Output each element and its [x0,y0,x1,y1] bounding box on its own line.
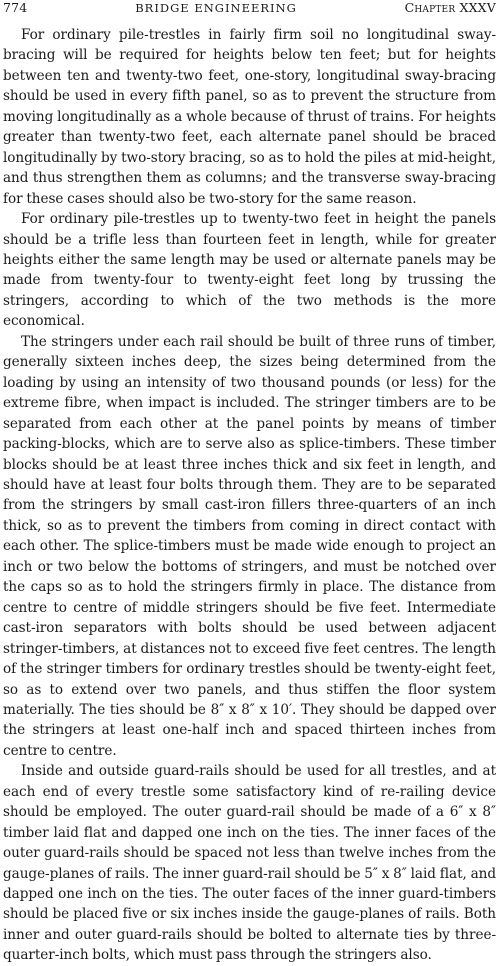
page-number: 774 [3,0,28,15]
running-title: BRIDGE ENGINEERING [135,1,297,15]
paragraph-panel-length: For ordinary pile-trestles up to twenty-two feet in height the panels should be a trifle less than fourteen feet in length, while for greater heights either the same length may be used or alternate panels may be made from twenty-four to twenty-eight feet long by trussing the stringers, according to which of the two methods is the more economical. [3,211,496,330]
paragraph-sway-bracing: For ordinary pile-trestles in fairly firm soil no longitudinal sway-bracing will be required for heights below ten feet; but for heights between ten and twenty-two feet, one-story, longitudinal sway-bracing should be used in every fifth panel, so as to prevent the structure from moving longitudinally as a whole because of thrust of trains. For heights greater than twenty-two feet, each alternate panel should be braced longitudinally by two-story bracing, so as to hold the piles at mid-height, and thus strengthen them as columns; and the transverse sway-bracing for these cases should also be two-story for the same reason. [3,27,496,207]
paragraph-guard-rails: Inside and outside guard-rails should be used for all trestles, and at each end of every trestle some satisfactory kind of re-railing device should be employed. The outer guard-rail should be made of a 6″ x 8″ timber laid flat and dapped one inch on the ties. The inner faces of the outer guard-rails should be spaced not less than twelve inches from the gauge-planes of rails. The inner guard-rail should be 5″ x 8″ laid flat, and dapped one inch on the ties. The outer faces of the inner guard-timbers should be placed five or six inches inside the gauge-planes of rails. Both inner and outer guard-rails should be bolted to alternate ties by three-quarter-inch bolts, which must pass through the stringers also. [3,763,496,964]
chapter-label: Chapter XXXV [404,0,496,15]
page-body [3,25,496,966]
paragraph-stringers: The stringers under each rail should be built of three runs of timber, generally sixteen inches deep, the sizes being determined from the loading by using an intensity of two thousand pounds (or less) for the extreme fibre, when impact is included. The stringer timbers are to be separated from each other at the panel points by means of timber packing-blocks, which are to serve also as splice-timbers. These timber blocks should be at least three inches thick and six feet in length, and should have at least four bolts through them. They are to be separated from the stringers by small cast-iron fillers three-quarters of an inch thick, so as to prevent the timbers from coming in direct contact with each other. The splice-timbers must be made wide enough to project an inch or two below the bottoms of stringers, and must be notched over the caps so as to hold the stringers firmly in place. The distance from centre to centre of middle stringers should be five feet. Intermediate cast-iron separators with bolts should be used between adjacent stringer-timbers, at distances not to exceed five feet centres. The length of the stringer timbers for ordinary trestles should be twenty-eight feet, so as to extend over two panels, and thus stiffen the floor system materially. The ties should be 8″ x 8″ x 10′. They should be dapped over the stringers at least one-half inch and spaced thirteen inches from centre to centre. [3,333,496,759]
running-head [3,0,496,22]
